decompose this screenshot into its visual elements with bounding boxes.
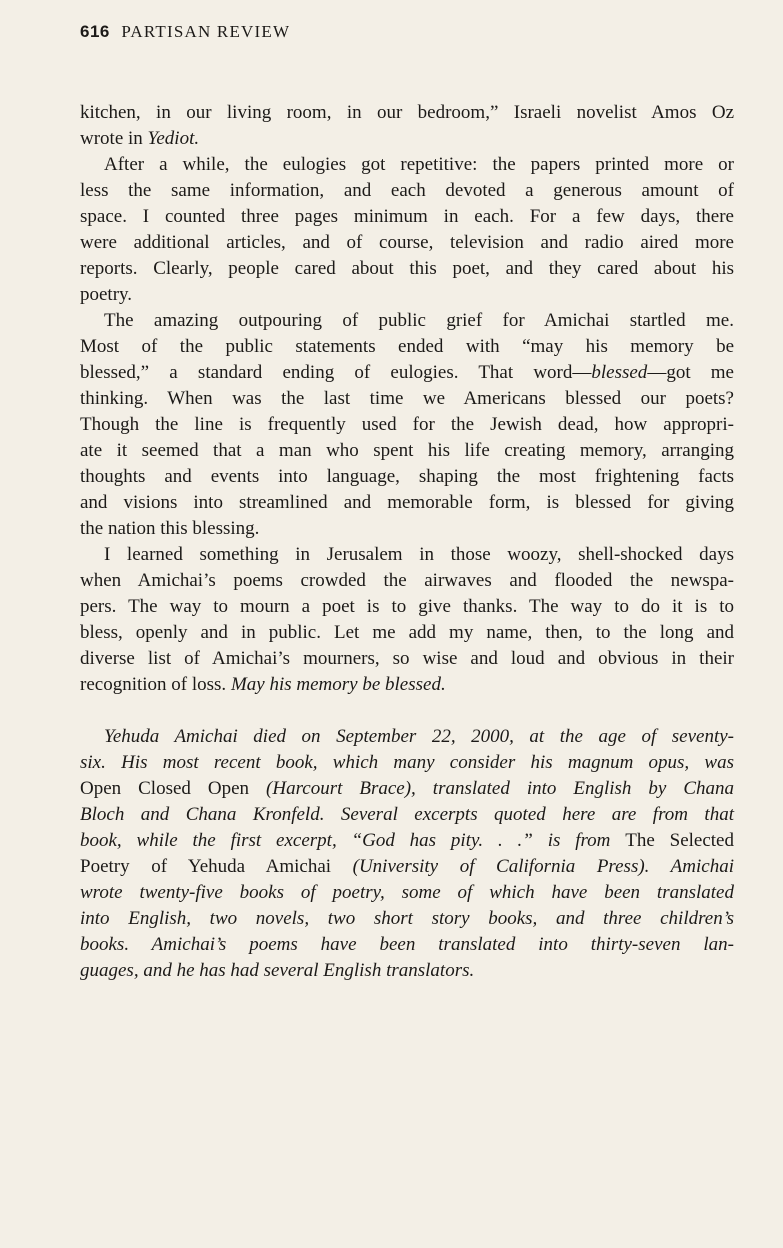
note-line: Yehuda Amichai died on September 22, 2000, at the age of seventy-	[104, 726, 734, 747]
text-line: thinking. When was the last time we Americans blessed our poets?	[80, 388, 734, 409]
text-span: recognition of loss.	[80, 674, 231, 695]
text-line: and visions into streamlined and memorable form, is blessed for giving	[80, 492, 734, 513]
section-gap	[80, 698, 734, 724]
note-line: into English, two novels, two short story books, and three children’s	[80, 908, 734, 929]
text-line: poetry.	[80, 284, 133, 305]
text-line: thoughts and events into language, shaping the most frightening facts	[80, 466, 734, 487]
text-line: After a while, the eulogies got repetitive: the papers printed more or	[104, 154, 734, 175]
emphasis-text: May his memory be blessed.	[230, 674, 446, 695]
text-span: blessed,” a standard ending of eulogies. That word—	[80, 362, 592, 383]
page-number: 616	[80, 22, 110, 41]
text-line: Though the line is frequently used for the Jewish dead, how appropri-	[80, 414, 734, 435]
journal-title: PARTISAN REVIEW	[121, 22, 291, 41]
text-line: kitchen, in our living room, in our bedroom,” Israeli novelist Amos Oz	[80, 102, 734, 123]
running-head	[80, 22, 290, 42]
note-line: books. Amichai’s poems have been translated into thirty-seven lan-	[80, 934, 734, 955]
text-line: I learned something in Jerusalem in those woozy, shell-shocked days	[104, 544, 734, 565]
note-line: Open Closed Open (Harcourt Brace), translated into English by Chana	[80, 778, 734, 799]
book-title: Open Closed Open	[80, 778, 250, 799]
text-line: space. I counted three pages minimum in each. For a few days, there	[80, 206, 734, 227]
text-line	[80, 126, 734, 152]
note-line: wrote twenty-five books of poetry, some of which have been translated	[80, 882, 734, 903]
text-span: —got me	[647, 362, 734, 383]
emphasis-text: blessed	[591, 362, 648, 383]
text-line: The amazing outpouring of public grief for Amichai startled me.	[104, 310, 734, 331]
text-span: wrote in	[80, 128, 148, 149]
book-title: The Selected	[625, 830, 734, 851]
book-title: Poetry of Yehuda Amichai	[80, 856, 332, 877]
note-line: book, while the first excerpt, “God has pity. . .” is from The Selected	[80, 830, 734, 851]
note-line: Poetry of Yehuda Amichai (University of California Press). Amichai	[80, 856, 734, 877]
text-line: were additional articles, and of course, television and radio aired more	[80, 232, 734, 253]
publication-title: Yediot.	[147, 128, 200, 149]
text-line: the nation this blessing.	[80, 518, 260, 539]
article-body	[80, 100, 734, 984]
note-line: Bloch and Chana Kronfeld. Several excerpts quoted here are from that	[80, 804, 734, 825]
text-line	[80, 672, 734, 698]
text-line: Most of the public statements ended with “may his memory be	[80, 336, 734, 357]
text-line: less the same information, and each devoted a generous amount of	[80, 180, 734, 201]
text-line: ate it seemed that a man who spent his life creating memory, arranging	[80, 440, 734, 461]
text-line: when Amichai’s poems crowded the airwaves and flooded the newspa-	[80, 570, 734, 591]
text-line: pers. The way to mourn a poet is to give thanks. The way to do it is to	[80, 596, 734, 617]
text-line: diverse list of Amichai’s mourners, so wise and loud and obvious in their	[80, 648, 734, 669]
note-line: six. His most recent book, which many consider his magnum opus, was	[80, 752, 734, 773]
text-line: bless, openly and in public. Let me add my name, then, to the long and	[80, 622, 734, 643]
text-line	[80, 360, 734, 386]
note-line: guages, and he has had several English translators.	[80, 960, 475, 981]
text-line: reports. Clearly, people cared about this poet, and they cared about his	[80, 258, 734, 279]
